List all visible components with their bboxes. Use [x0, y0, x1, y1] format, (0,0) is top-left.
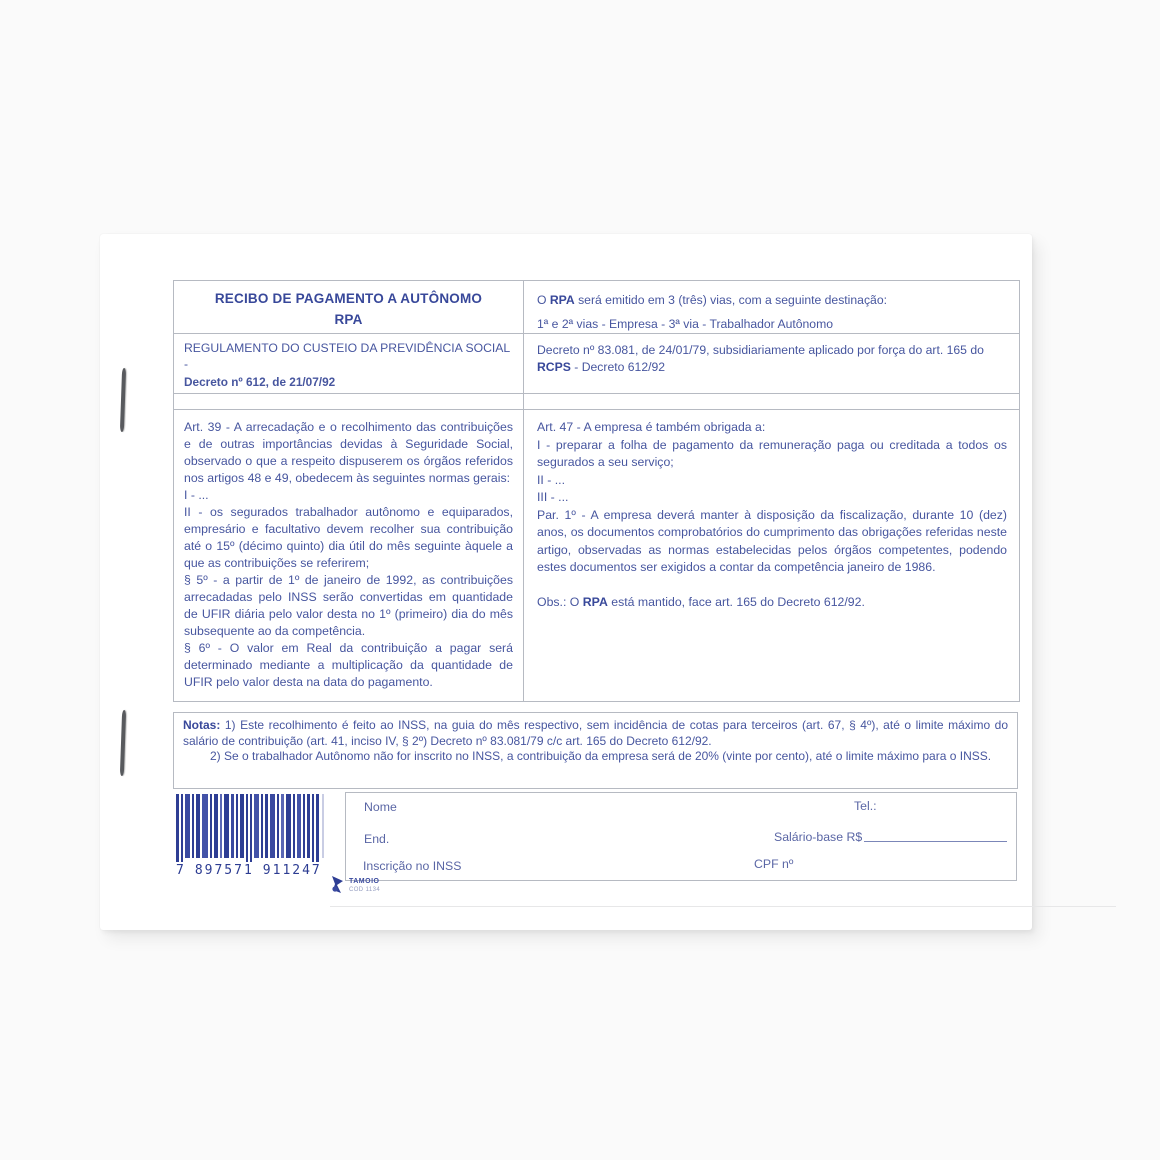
notes-item-1: Notas: 1) Este recolhimento é feito ao INSS, na guia do mês respectivo, sem incidência de cotas para terceiros (art. 67, § 4º), até o limite máximo do salário de contribuição (art. 41, inciso IV, § 2º) Decreto nº 83.081/79 c/c art. 165 do Decreto 612/92.: [183, 718, 1009, 748]
cpf-field-label: CPF nº: [754, 857, 794, 871]
printer-brand-code: COD 1134: [349, 887, 381, 893]
name-field-label: Nome: [364, 800, 397, 814]
notes-item-2: 2) Se o trabalhador Autônomo não for inscrito no INSS, a contribuição da empresa será de 20% (vinte por cento), até o limite máximo para o INSS.: [210, 749, 992, 763]
barcode-group-1: 897571: [194, 863, 254, 878]
printer-brand-name: TAMOIO: [349, 878, 380, 885]
pad-edge-line: [330, 906, 1116, 907]
regulation-title: REGULAMENTO DO CUSTEIO DA PREVIDÊNCIA SOCIAL -: [184, 341, 510, 371]
printer-brand-mark: [330, 875, 380, 894]
address-field-label: End.: [364, 832, 390, 846]
printer-logo-icon: [330, 875, 345, 894]
staple-top: [120, 368, 126, 432]
barcode-group-2: 911247: [262, 863, 322, 878]
regulation-decree: Decreto nº 612, de 21/07/92: [184, 375, 336, 389]
barcode-digit-prefix: 7: [176, 863, 186, 878]
barcode-digits: [176, 863, 326, 878]
art39-paragraph: Art. 39 - A arrecadação e o recolhimento das contribuições e de outras importâncias devidas à Seguridade Social, observado o que a respeito dispuserem os órgãos referidos nos artigos 48 e 49, obedecem às seguintes normas gerais:: [184, 420, 513, 485]
art39-item-i: I - ...: [184, 488, 209, 502]
base-salary-field: [774, 830, 1007, 844]
form-title-cell: [174, 281, 523, 333]
phone-field-label: Tel.:: [854, 799, 877, 813]
art39-par6: § 6º - O valor em Real da contribuição a pagar será determinado mediante a multiplicação da quantidade de UFIR pelo valor desta na data do pagamento.: [184, 641, 513, 689]
art47-item-iii: III - ...: [537, 490, 569, 504]
emission-line2: 1ª e 2ª vias - Empresa - 3ª via - Trabalhador Autônomo: [537, 317, 834, 331]
form-title: RECIBO DE PAGAMENTO A AUTÔNOMO: [214, 291, 483, 306]
staple-bottom: [120, 710, 126, 776]
art47-observation: Obs.: O RPA está mantido, face art. 165 do Decreto 612/92.: [537, 594, 865, 609]
article-47-column: [523, 409, 1019, 701]
spacer-cell-left: [174, 393, 523, 409]
base-salary-label: Salário-base R$: [774, 830, 863, 844]
rpa-form-table: [173, 280, 1020, 702]
barcode-bars: [176, 794, 326, 862]
inss-registration-label: Inscrição no INSS: [363, 859, 462, 873]
notes-box: [173, 712, 1018, 789]
art39-item-ii: II - os segurados trabalhador autônomo e equiparados, empresário e facultativo devem recolher sua contribuição até o 15º (décimo quinto) dia útil do mês seguinte àquele a que as contribuições se referirem;: [184, 505, 513, 570]
document-sheet: [100, 234, 1032, 930]
art47-heading: Art. 47 - A empresa é também obrigada a:: [537, 420, 766, 434]
base-salary-blank-line: [864, 841, 1007, 842]
form-title-acronym: RPA: [334, 312, 363, 327]
ean13-barcode: [176, 794, 326, 878]
article-39-column: [174, 409, 523, 701]
art47-item-ii: II - ...: [537, 472, 566, 487]
art39-par5: § 5º - a partir de 1º de janeiro de 1992, as contribuições arrecadadas pelo INSS serão convertidas em quantidade de UFIR diária pelo valor desta no 1º (primeiro) dia do mês subsequente ao da competência.: [184, 573, 513, 638]
fill-in-fields-box: [345, 792, 1017, 881]
emission-line1: O RPA será emitido em 3 (três) vias, com a seguinte destinação:: [537, 293, 887, 307]
emission-info-cell: [523, 281, 1019, 333]
regulation-title-cell: [174, 333, 523, 393]
art47-par1: Par. 1º - A empresa deverá manter à disposição da fiscalização, durante 10 (dez) anos, os documentos comprobatórios do cumprimento das obrigações referidas neste artigo, observadas as normas estabelecidas pelos órgãos competentes, podendo estes documentos ser exigidos a contar da competência janeiro de 1986.: [537, 507, 1007, 574]
spacer-cell-right: [523, 393, 1019, 409]
art47-item-i: I - preparar a folha de pagamento da remuneração paga ou creditada a todos os segurados a seu serviço;: [537, 437, 1007, 469]
regulation-decree-cell: Decreto nº 83.081, de 24/01/79, subsidiariamente aplicado por força do art. 165 do RCPS - Decreto 612/92: [523, 333, 1019, 393]
